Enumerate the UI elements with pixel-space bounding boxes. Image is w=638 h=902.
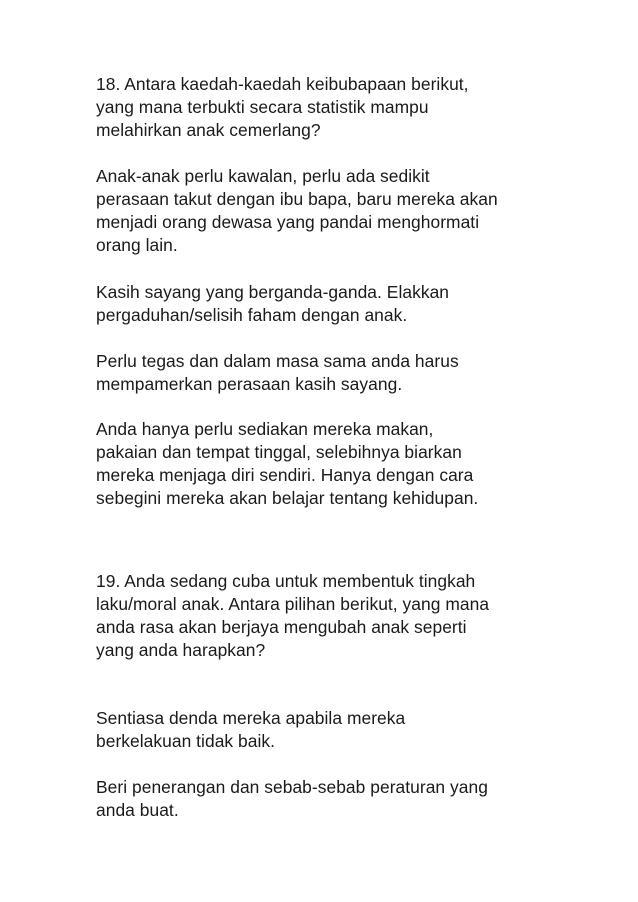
question-18-text: 18. Antara kaedah-kaedah keibubapaan berikut, yang mana terbukti secara statistik mampu melahirkan anak cemerlang? (96, 74, 469, 140)
question-19-text: 19. Anda sedang cuba untuk membentuk tingkah laku/moral anak. Antara pilihan berikut, yang mana anda rasa akan berjaya mengubah anak seperti yang anda harapkan? (96, 571, 490, 660)
question-18-option-2: Kasih sayang yang berganda-ganda. Elakkan pergaduhan/selisih faham dengan anak. (96, 282, 450, 325)
question-19-option-2: Beri penerangan dan sebab-sebab peraturan yang anda buat. (96, 777, 488, 820)
question-18-option-1: Anak-anak perlu kawalan, perlu ada sedikit perasaan takut dengan ibu bapa, baru mereka akan menjadi orang dewasa yang pandai menghormati orang lain. (96, 166, 498, 255)
question-18-option-4: Anda hanya perlu sediakan mereka makan, pakaian dan tempat tinggal, selebihnya biarkan mereka menjaga diri sendiri. Hanya dengan cara sebegini mereka akan belajar tentang kehidupan. (96, 419, 479, 508)
question-19-option-1: Sentiasa denda mereka apabila mereka berkelakuan tidak baik. (96, 708, 406, 751)
question-18-option-3: Perlu tegas dan dalam masa sama anda harus mempamerkan perasaan kasih sayang. (96, 351, 459, 394)
